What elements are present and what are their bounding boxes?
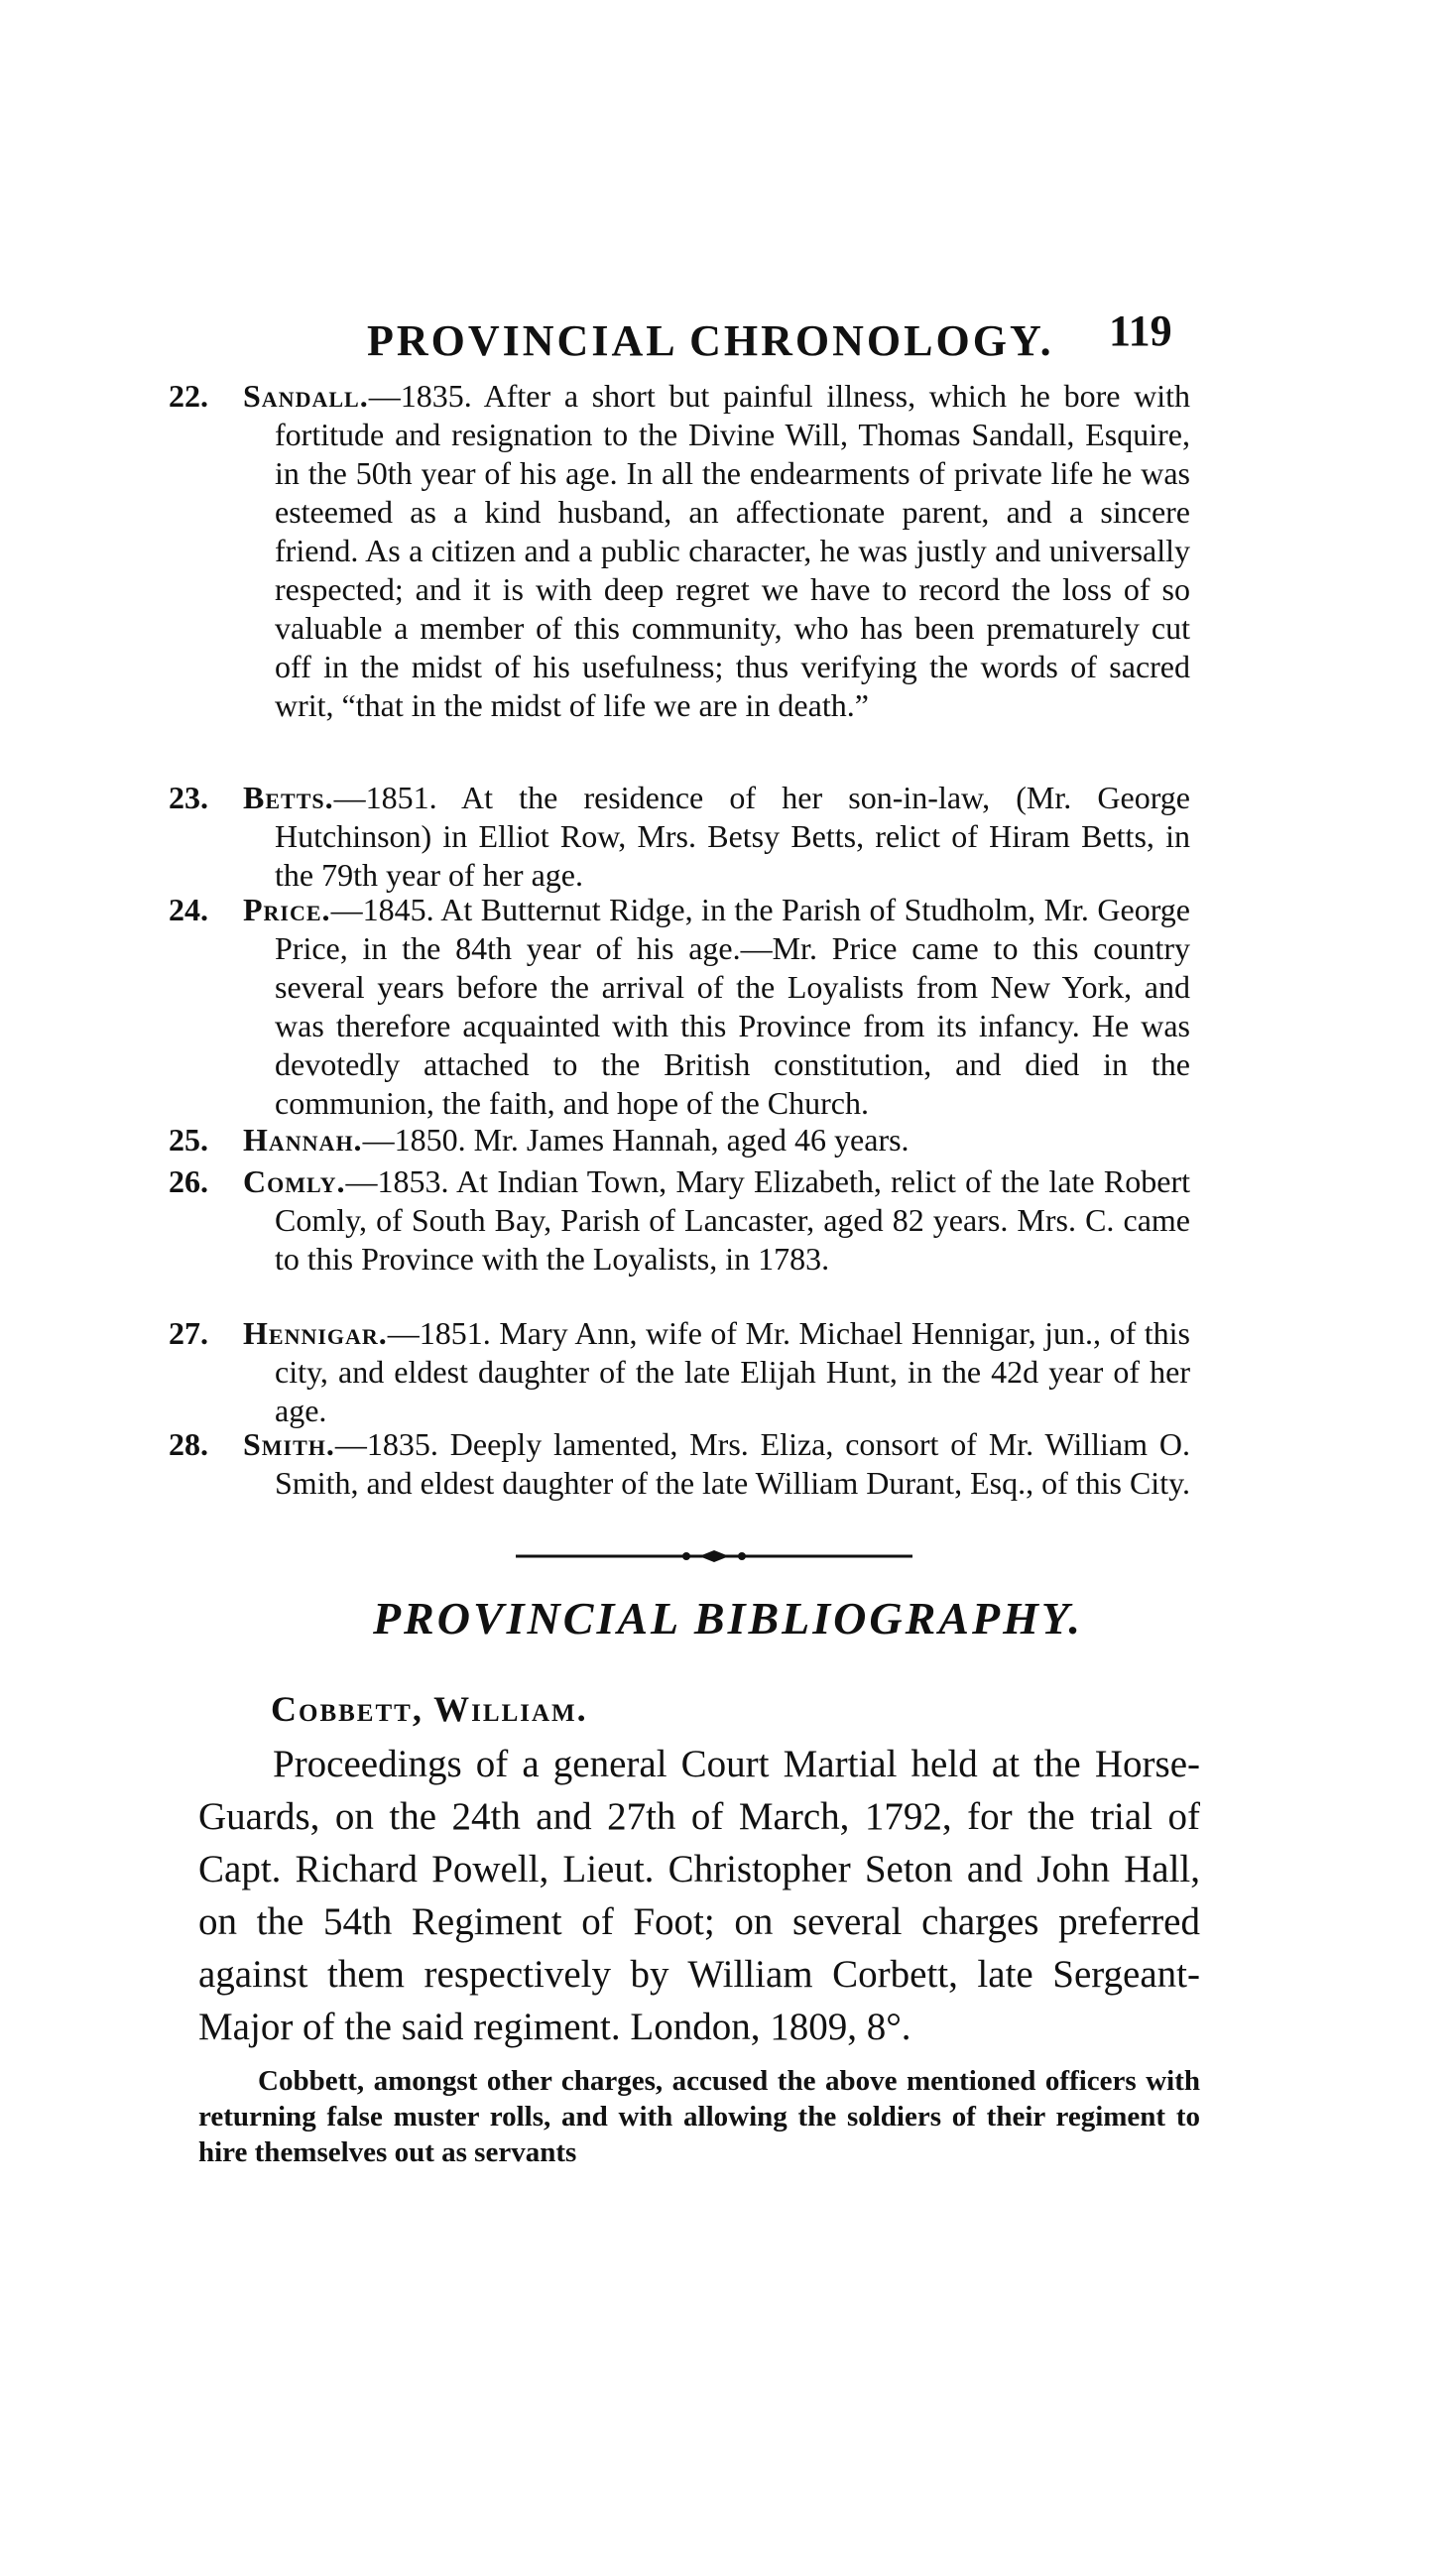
entry-body xyxy=(243,1314,1190,1430)
bibliography-author: Cobbett, William. xyxy=(271,1689,588,1729)
chronology-entry-27 xyxy=(169,1314,1190,1430)
entry-text: —1835. After a short but painful illness, which he bore with fortitude and resignation to the Divine Will, Thomas Sandall, Esquire, in the 50th year of his age. In all the endearments of private life he was esteemed as a kind husband, an affectionate parent, and a sincere friend. As a citizen and a public character, he was justly and universally respected; and it is with deep regret we have to record the loss of so valuable a member of this community, who has been prematurely cut off in the midst of his usefulness; thus verifying the words of sacred writ, “that in the midst of life we are in death.” xyxy=(275,378,1190,723)
entry-text: —1851. At the residence of her son-in-law, (Mr. George Hutchinson) in Elliot Row, Mrs. Betsy Betts, relict of Hiram Betts, in the 79th year of her age. xyxy=(275,780,1190,893)
entry-number: 26. xyxy=(169,1163,208,1199)
entry-number: 22. xyxy=(169,378,208,414)
entry-surname: Price. xyxy=(243,892,331,927)
entry-text: —1851. Mary Ann, wife of Mr. Michael Hennigar, jun., of this city, and eldest daughter of the late Elijah Hunt, in the 42d year of her age. xyxy=(275,1315,1190,1428)
entry-number: 23. xyxy=(169,780,208,815)
entry-surname: Hennigar. xyxy=(243,1315,388,1351)
chronology-entry-24 xyxy=(169,891,1190,1123)
section-divider-ornament xyxy=(516,1548,912,1564)
entry-body xyxy=(243,891,1190,1123)
entry-number: 28. xyxy=(169,1426,208,1462)
entry-body xyxy=(243,1121,1190,1159)
entry-surname: Smith. xyxy=(243,1426,335,1462)
bibliography-entry: Proceedings of a general Court Martial held at the Horse-Guards, on the 24th and 27th of March, 1792, for the trial of Capt. Richard Powell, Lieut. Christopher Seton and John Hall, on the 54th Regiment of Foot; on several charges preferred against them respectively by William Corbett, late Sergeant-Major of the said regiment. London, 1809, 8°. xyxy=(198,1743,1200,2048)
entry-surname: Comly. xyxy=(243,1163,346,1199)
bibliography-note: Cobbett, amongst other charges, accused the above mentioned officers with returning false muster rolls, and with allowing the soldiers of their regiment to hire themselves out as servants xyxy=(198,2065,1200,2168)
running-header-title: PROVINCIAL CHRONOLOGY. xyxy=(367,316,1054,365)
page-number: 119 xyxy=(1109,306,1172,355)
entry-body xyxy=(243,1162,1190,1279)
entry-text: —1853. At Indian Town, Mary Elizabeth, relict of the late Robert Comly, of South Bay, Parish of Lancaster, aged 82 years. Mrs. C. came to this Province with the Loyalists, in 1783. xyxy=(275,1163,1190,1277)
entry-number: 24. xyxy=(169,892,208,927)
entry-surname: Hannah. xyxy=(243,1122,363,1158)
entry-number: 25. xyxy=(169,1122,208,1158)
entry-text: —1850. Mr. James Hannah, aged 46 years. xyxy=(362,1122,910,1158)
chronology-entry-28 xyxy=(169,1425,1190,1503)
entry-number: 27. xyxy=(169,1315,208,1351)
section-title-bibliography: PROVINCIAL BIBLIOGRAPHY. xyxy=(372,1593,1084,1644)
entry-body xyxy=(243,377,1190,725)
chronology-entry-22 xyxy=(169,377,1190,725)
entry-text: —1845. At Butternut Ridge, in the Parish of Studholm, Mr. George Price, in the 84th year of his age.—Mr. Price came to this country several years before the arrival of the Loyalists from New York, and was therefore acquainted with this Province from its infancy. He was devotedly attached to the British constitution, and died in the communion, the faith, and hope of the Church. xyxy=(275,892,1190,1121)
entry-surname: Betts. xyxy=(243,780,334,815)
chronology-entry-25 xyxy=(169,1121,1190,1159)
chronology-entry-23 xyxy=(169,779,1190,895)
entry-surname: Sandall. xyxy=(243,378,369,414)
chronology-entry-26 xyxy=(169,1162,1190,1279)
entry-text: —1835. Deeply lamented, Mrs. Eliza, consort of Mr. William O. Smith, and eldest daughter of the late William Durant, Esq., of this City. xyxy=(275,1426,1190,1501)
entry-body xyxy=(243,1425,1190,1503)
entry-body xyxy=(243,779,1190,895)
